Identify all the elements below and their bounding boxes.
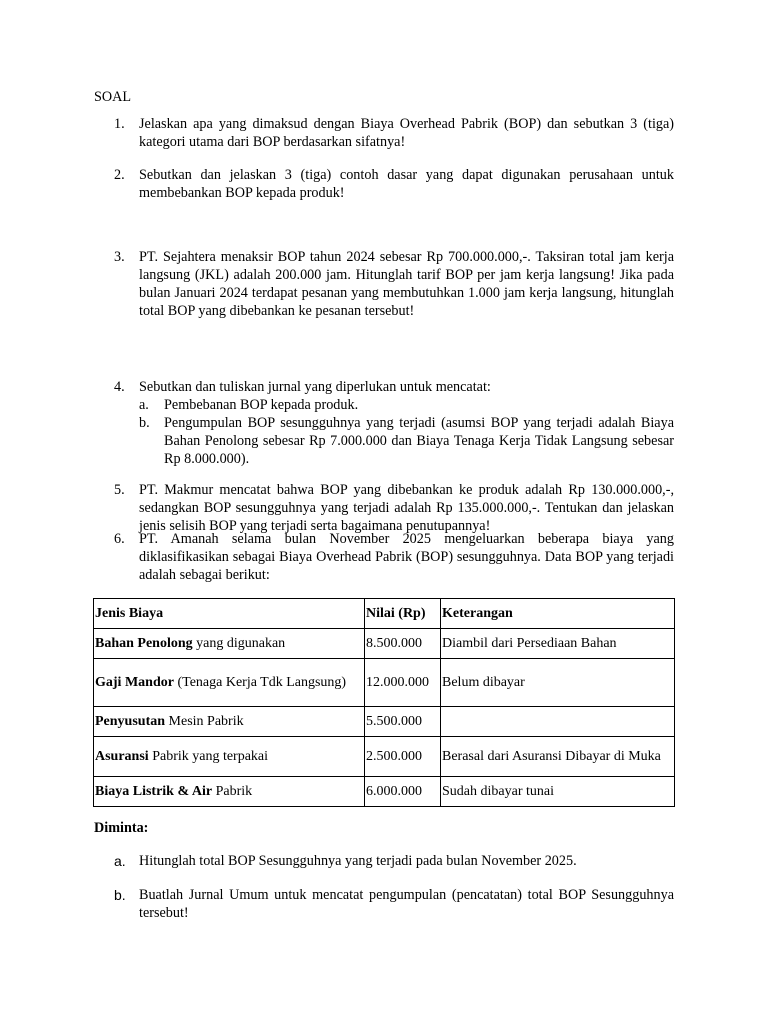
bop-data-table xyxy=(93,598,675,807)
question-text: Sebutkan dan jelaskan 3 (tiga) contoh dasar yang dapat digunakan perusahaan untuk membebankan BOP kepada produk! xyxy=(139,167,674,201)
table-row xyxy=(94,777,675,807)
question-number: 1. xyxy=(114,116,125,132)
table-row xyxy=(94,659,675,707)
jenis-rest-text: yang digunakan xyxy=(192,635,286,651)
table-row xyxy=(94,737,675,777)
question-2 xyxy=(94,166,674,202)
sub-item-b xyxy=(139,414,674,468)
table-cell-nilai: 2.500.000 xyxy=(365,737,441,777)
table-cell-nilai: 12.000.000 xyxy=(365,659,441,707)
question-text: PT. Makmur mencatat bahwa BOP yang dibebankan ke produk adalah Rp 130.000.000,-, sedangkan BOP sesungguhnya yang terjadi adalah Rp 135.000.000,-. Tentukan dan jelaskan jenis selisih BOP yang terjadi serta bagaimana penutupannya! xyxy=(139,482,674,534)
jenis-bold-text: Penyusutan xyxy=(95,713,166,729)
question-number: 4. xyxy=(114,379,125,395)
diminta-item-label: b. xyxy=(114,887,126,903)
jenis-bold-text: Gaji Mandor xyxy=(95,674,174,690)
question-number: 3. xyxy=(114,249,125,265)
table-header-cell: Nilai (Rp) xyxy=(365,599,441,629)
question-6 xyxy=(94,530,674,584)
question-number: 2. xyxy=(114,167,125,183)
sub-item-label: a. xyxy=(139,397,149,413)
table-header-cell: Keterangan xyxy=(441,599,675,629)
sub-item-a xyxy=(139,396,674,414)
table-cell-jenis xyxy=(94,659,365,707)
table-header-row xyxy=(94,599,675,629)
table-row xyxy=(94,707,675,737)
question-3 xyxy=(94,248,674,320)
question-number: 5. xyxy=(114,482,125,498)
jenis-rest-text: Pabrik xyxy=(212,783,253,799)
table-cell-keterangan xyxy=(441,707,675,737)
table-cell-keterangan: Berasal dari Asuransi Dibayar di Muka xyxy=(441,737,675,777)
question-number: 6. xyxy=(114,531,125,547)
table-cell-jenis xyxy=(94,737,365,777)
table-header-cell: Jenis Biaya xyxy=(94,599,365,629)
diminta-item-label: a. xyxy=(114,853,126,869)
question-1 xyxy=(94,115,674,151)
table-cell-keterangan: Diambil dari Persediaan Bahan xyxy=(441,629,675,659)
jenis-bold-text: Asuransi xyxy=(95,748,149,764)
table-cell-keterangan: Belum dibayar xyxy=(441,659,675,707)
table-cell-nilai: 6.000.000 xyxy=(365,777,441,807)
question-text: PT. Amanah selama bulan November 2025 mengeluarkan beberapa biaya yang diklasifikasikan sebagai Biaya Overhead Pabrik (BOP) sesungguhnya. Data BOP yang terjadi adalah sebagai berikut: xyxy=(139,531,674,583)
table-cell-nilai: 5.500.000 xyxy=(365,707,441,737)
question-text: Jelaskan apa yang dimaksud dengan Biaya Overhead Pabrik (BOP) dan sebutkan 3 (tiga) kategori utama dari BOP berdasarkan sifatnya! xyxy=(139,116,674,150)
table-cell-keterangan: Sudah dibayar tunai xyxy=(441,777,675,807)
page-heading: SOAL xyxy=(94,89,132,105)
question-text: Sebutkan dan tuliskan jurnal yang diperlukan untuk mencatat: xyxy=(139,379,491,395)
table-cell-nilai: 8.500.000 xyxy=(365,629,441,659)
diminta-label: Diminta: xyxy=(94,820,149,836)
jenis-rest-text: Mesin Pabrik xyxy=(165,713,244,729)
table-row xyxy=(94,629,675,659)
table-cell-jenis xyxy=(94,629,365,659)
jenis-rest-text: Pabrik yang terpakai xyxy=(148,748,269,764)
sub-item-text: Pembebanan BOP kepada produk. xyxy=(164,397,359,413)
diminta-item-text: Buatlah Jurnal Umum untuk mencatat pengumpulan (pencatatan) total BOP Sesungguhnya tersebut! xyxy=(139,887,674,921)
sub-item-text: Pengumpulan BOP sesungguhnya yang terjadi (asumsi BOP yang terjadi adalah Biaya Bahan Penolong sebesar Rp 7.000.000 dan Biaya Tenaga Kerja Tidak Langsung sebesar Rp 8.000.000). xyxy=(164,415,674,467)
sub-item-label: b. xyxy=(139,415,150,431)
table-cell-jenis xyxy=(94,707,365,737)
diminta-item-text: Hitunglah total BOP Sesungguhnya yang terjadi pada bulan November 2025. xyxy=(139,853,577,869)
table-cell-jenis xyxy=(94,777,365,807)
jenis-rest-text: (Tenaga Kerja Tdk Langsung) xyxy=(173,674,347,690)
question-text: PT. Sejahtera menaksir BOP tahun 2024 sebesar Rp 700.000.000,-. Taksiran total jam kerja langsung (JKL) adalah 200.000 jam. Hitunglah tarif BOP per jam kerja langsung! Jika pada bulan Januari 2024 terdapat pesanan yang membutuhkan 1.000 jam kerja langsung, hitunglah total BOP yang dibebankan ke pesanan tersebut! xyxy=(139,249,674,319)
diminta-item-a xyxy=(94,852,674,870)
question-5 xyxy=(94,481,674,535)
question-4 xyxy=(94,378,674,468)
jenis-bold-text: Biaya Listrik & Air xyxy=(95,783,213,799)
jenis-bold-text: Bahan Penolong xyxy=(95,635,193,651)
diminta-item-b xyxy=(94,886,674,922)
